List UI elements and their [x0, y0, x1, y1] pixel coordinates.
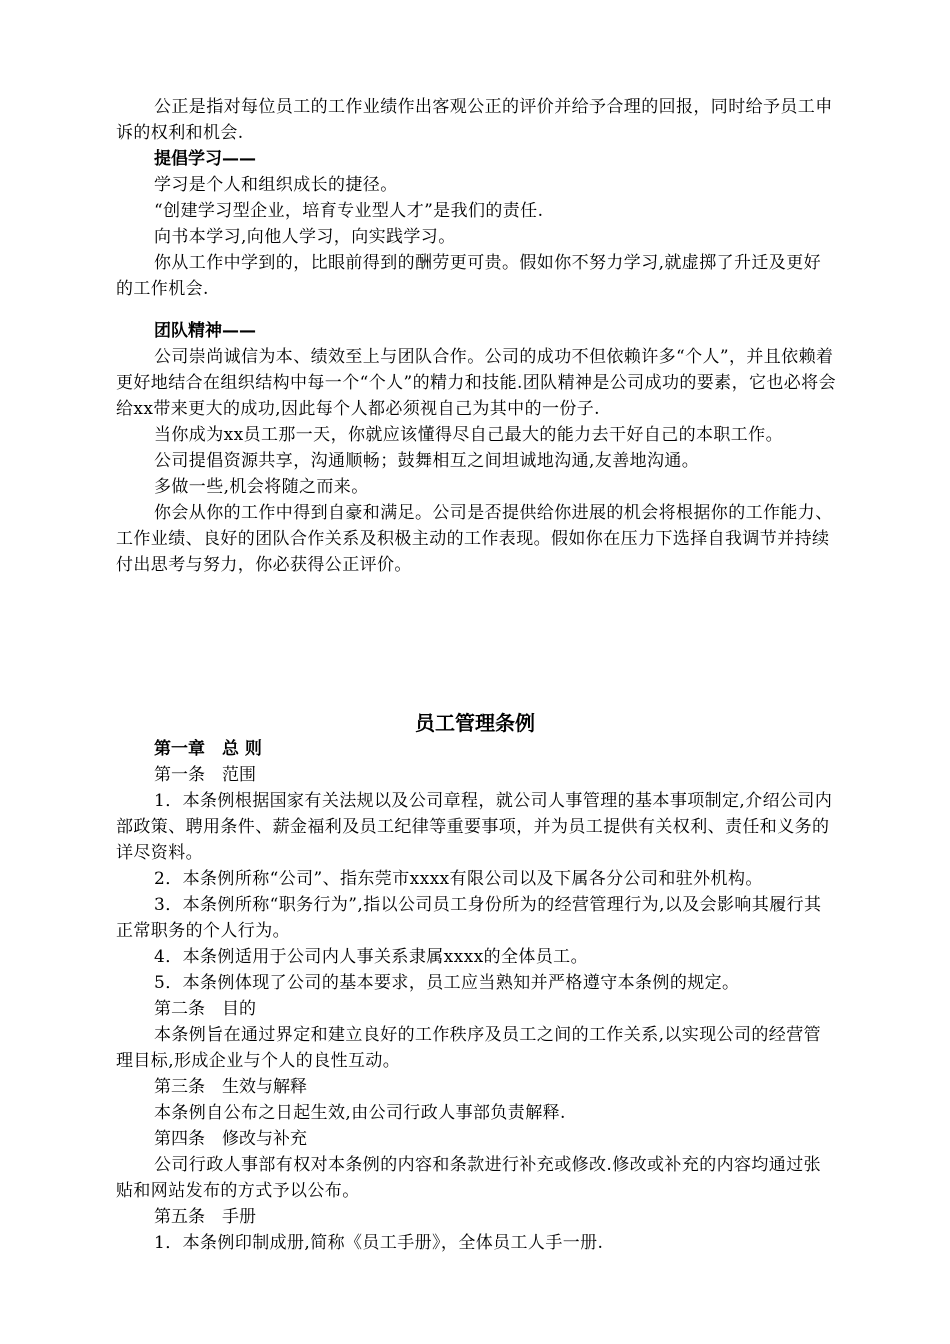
paragraph-learning-4: 你从工作中学到的，比眼前得到的酬劳更可贵。假如你不努力学习,就虚掷了升迁及更好的工作机会.	[116, 253, 822, 299]
heading-learning: 提倡学习——	[154, 149, 256, 169]
article-1-item-4: 4．本条例适用于公司内人事关系隶属xxxx的全体员工。	[154, 947, 588, 967]
paragraph-learning-2: “创建学习型企业，培育专业型人才”是我们的责任.	[154, 201, 544, 221]
document-title: 员工管理条例	[415, 711, 535, 735]
paragraph-learning-1: 学习是个人和组织成长的捷径。	[154, 175, 398, 195]
article-1-item-5: 5．本条例体现了公司的基本要求，员工应当熟知并严格遵守本条例的规定。	[154, 973, 740, 993]
paragraph-team-2: 当你成为xx员工那一天，你就应该懂得尽自己最大的能力去干好自己的本职工作。	[154, 425, 783, 445]
article-heading-1: 第一条 范围	[154, 765, 256, 785]
article-5-item-1: 1．本条例印制成册,简称《员工手册》，全体员工人手一册.	[154, 1233, 604, 1253]
section-values	[116, 94, 836, 578]
article-heading-5: 第五条 手册	[154, 1207, 256, 1227]
article-2-text: 本条例旨在通过界定和建立良好的工作秩序及员工之间的工作关系,以实现公司的经营管理目标,形成企业与个人的良性互动。	[116, 1025, 822, 1071]
article-heading-4: 第四条 修改与补充	[154, 1129, 307, 1149]
paragraph-team-5: 你会从你的工作中得到自豪和满足。公司是否提供给你进展的机会将根据你的工作能力、工作业绩、良好的团队合作关系及积极主动的工作表现。假如你在压力下选择自我调节并持续付出思考与努力，你必获得公正评价。	[116, 503, 833, 575]
article-heading-2: 第二条 目的	[154, 999, 256, 1019]
chapter-heading: 第一章 总 则	[154, 739, 262, 759]
paragraph-team-3: 公司提倡资源共享，沟通顺畅；鼓舞相互之间坦诚地沟通,友善地沟通。	[154, 451, 700, 471]
article-1-item-3: 3．本条例所称“职务行为”,指以公司员工身份所为的经营管理行为,以及会影响其履行其正常职务的个人行为。	[116, 895, 822, 941]
article-3-text: 本条例自公布之日起生效,由公司行政人事部负责解释.	[154, 1103, 566, 1123]
paragraph-team-1: 公司崇尚诚信为本、绩效至上与团队合作。公司的成功不但依赖许多“个人”，并且依赖着更好地结合在组织结构中每一个“个人”的精力和技能.团队精神是公司成功的要素，它也必将会给xx带来更大的成功,因此每个人都必须视自己为其中的一份子.	[116, 347, 836, 419]
heading-team-spirit: 团队精神——	[154, 321, 256, 341]
article-1-item-2: 2．本条例所称“公司”、指东莞市xxxx有限公司以及下属各分公司和驻外机构。	[154, 869, 763, 889]
article-heading-3: 第三条 生效与解释	[154, 1077, 307, 1097]
section-regulations	[116, 736, 836, 1256]
paragraph-learning-3: 向书本学习,向他人学习，向实践学习。	[154, 227, 456, 247]
paragraph-gap	[116, 302, 836, 318]
article-4-text: 公司行政人事部有权对本条例的内容和条款进行补充或修改.修改或补充的内容均通过张贴和网站发布的方式予以公布。	[116, 1155, 822, 1201]
article-1-item-1: 1．本条例根据国家有关法规以及公司章程，就公司人事管理的基本事项制定,介绍公司内部政策、聘用条件、薪金福利及员工纪律等重要事项，并为员工提供有关权利、责任和义务的详尽资料。	[116, 791, 833, 863]
paragraph-fairness: 公正是指对每位员工的工作业绩作出客观公正的评价并给予合理的回报，同时给予员工申诉的权利和机会.	[116, 97, 833, 143]
paragraph-team-4: 多做一些,机会将随之而来。	[154, 477, 369, 497]
